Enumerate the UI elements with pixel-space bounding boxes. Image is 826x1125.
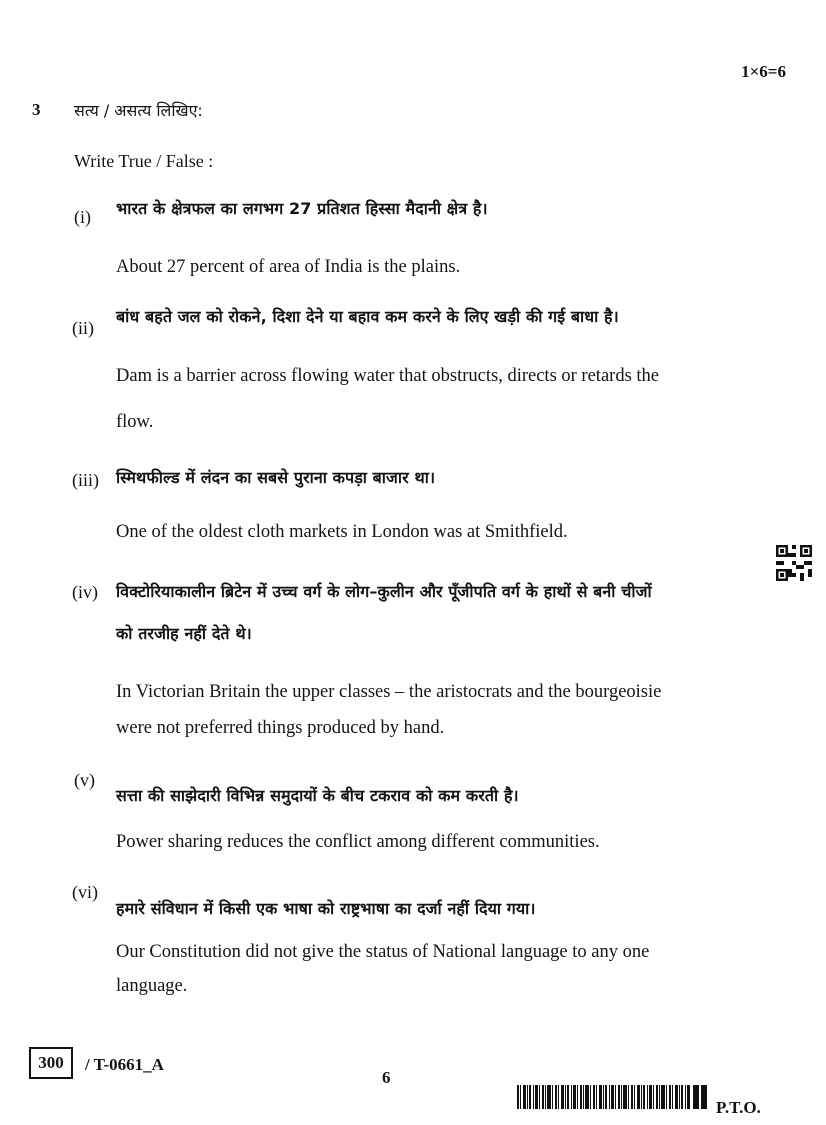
item-hindi-line: भारत के क्षेत्रफल का लगभग 27 प्रतिशत हिस्सा मैदानी क्षेत्र है। [116, 199, 488, 218]
item-hindi-line: स्मिथफील्ड में लंदन का सबसे पुराना कपड़ा बाजार था। [116, 468, 436, 487]
item-label: (vi) [72, 882, 98, 902]
item-hindi-line: बांध बहते जल को रोकने, दिशा देने या बहाव कम करने के लिए खड़ी की गई बाधा है। [116, 307, 619, 326]
item-english-line: In Victorian Britain the upper classes – the aristocrats and the bourgeoisie [116, 682, 662, 702]
item-hindi-line: को तरजीह नहीं देते थे। [116, 624, 252, 643]
paper-code: / T-0661_A [85, 1055, 164, 1074]
item-english-line: Power sharing reduces the conflict among different communities. [116, 832, 600, 852]
item-label: (i) [74, 207, 91, 227]
please-turn-over: P.T.O. [716, 1098, 761, 1117]
item-english-line: were not preferred things produced by hand. [116, 718, 445, 738]
qr-code-icon [776, 545, 812, 581]
item-english-line: language. [116, 976, 188, 996]
item-hindi-line: हमारे संविधान में किसी एक भाषा को राष्ट्रभाषा का दर्जा नहीं दिया गया। [116, 899, 536, 918]
item-label: (v) [74, 770, 95, 790]
question-heading-hindi: सत्य / असत्य लिखिए: [74, 101, 203, 120]
marks-allocation: 1×6=6 [741, 62, 786, 81]
barcode-icon [517, 1085, 707, 1109]
item-label: (iv) [72, 582, 98, 602]
question-number: 3 [32, 100, 41, 119]
page-number: 6 [382, 1068, 391, 1087]
page-number-box: 300 [29, 1047, 73, 1079]
item-label: (iii) [72, 470, 99, 490]
item-hindi-line: विक्टोरियाकालीन ब्रिटेन में उच्च वर्ग के लोग–कुलीन और पूँजीपति वर्ग के हाथों से बनी चीजों [116, 582, 652, 601]
item-english-line: One of the oldest cloth markets in London was at Smithfield. [116, 522, 568, 542]
item-english-line: Dam is a barrier across flowing water that obstructs, directs or retards the [116, 366, 659, 386]
item-english-line: flow. [116, 412, 154, 432]
item-hindi-line: सत्ता की साझेदारी विभिन्न समुदायों के बीच टकराव को कम करती है। [116, 786, 519, 805]
item-label: (ii) [72, 318, 94, 338]
question-heading-english: Write True / False : [74, 151, 214, 171]
item-english-line: About 27 percent of area of India is the plains. [116, 257, 461, 277]
item-english-line: Our Constitution did not give the status of National language to any one [116, 942, 650, 962]
